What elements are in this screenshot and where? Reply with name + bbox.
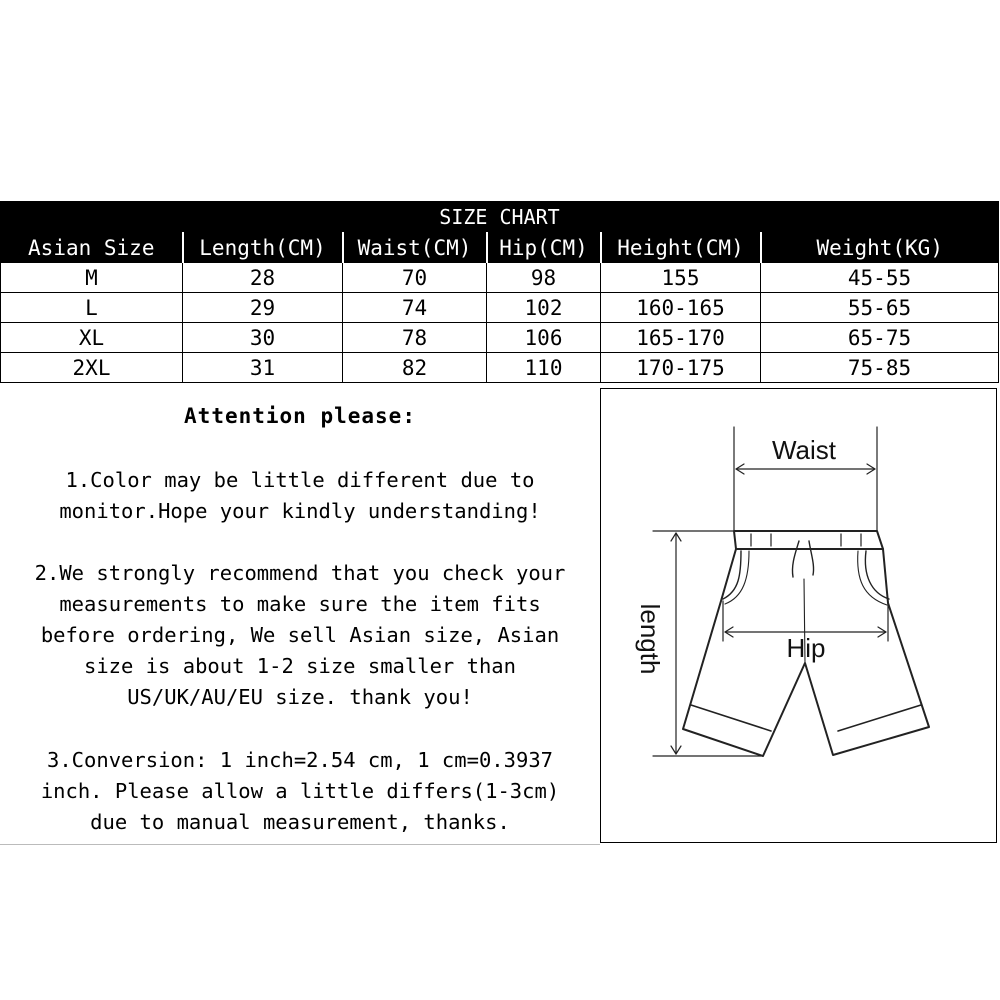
size-chart-title: SIZE CHART (1, 202, 999, 233)
table-cell: 55-65 (761, 293, 999, 323)
table-cell: 82 (343, 353, 487, 383)
table-cell: 106 (487, 323, 601, 353)
note-color: 1.Color may be little different due to monitor.Hope your kindly understanding! (59, 468, 541, 523)
table-cell: 28 (183, 263, 343, 293)
size-chart-header-row (1, 233, 999, 263)
table-cell: 170-175 (601, 353, 761, 383)
hip-label: Hip (786, 633, 826, 663)
table-cell: 2XL (1, 353, 183, 383)
table-cell: 31 (183, 353, 343, 383)
table-cell: 45-55 (761, 263, 999, 293)
size-chart-table (0, 201, 999, 383)
column-header: Asian Size (1, 233, 183, 263)
table-cell: 30 (183, 323, 343, 353)
table-cell: 110 (487, 353, 601, 383)
table-cell: 29 (183, 293, 343, 323)
note-measurements: 2.We strongly recommend that you check your measurements to make sure the item fits before ordering, We sell Asian size, Asian size is about 1-2 size smaller than US/UK/AU/EU size. thank you! (34, 561, 566, 709)
table-row (1, 323, 999, 353)
table-row (1, 263, 999, 293)
column-header: Hip(CM) (487, 233, 601, 263)
column-header: Height(CM) (601, 233, 761, 263)
table-cell: 65-75 (761, 323, 999, 353)
length-label: length (635, 603, 665, 675)
table-cell: 165-170 (601, 323, 761, 353)
column-header: Waist(CM) (343, 233, 487, 263)
table-cell: 98 (487, 263, 601, 293)
table-cell: 160-165 (601, 293, 761, 323)
attention-title: Attention please: (184, 404, 416, 428)
note-conversion: 3.Conversion: 1 inch=2.54 cm, 1 cm=0.3937 inch. Please allow a little differs(1-3cm) due to manual measurement, thanks. (40, 748, 560, 834)
table-cell: M (1, 263, 183, 293)
size-chart-title-row (1, 202, 999, 233)
column-header: Length(CM) (183, 233, 343, 263)
table-row (1, 293, 999, 323)
table-cell: 102 (487, 293, 601, 323)
table-cell: 74 (343, 293, 487, 323)
shorts-illustration (601, 389, 998, 844)
table-row (1, 353, 999, 383)
table-cell: 70 (343, 263, 487, 293)
table-cell: 155 (601, 263, 761, 293)
measurement-diagram (600, 388, 997, 843)
table-cell: 78 (343, 323, 487, 353)
table-cell: L (1, 293, 183, 323)
column-header: Weight(KG) (761, 233, 999, 263)
attention-panel (0, 388, 600, 845)
table-cell: XL (1, 323, 183, 353)
waist-label: Waist (771, 435, 837, 465)
table-cell: 75-85 (761, 353, 999, 383)
